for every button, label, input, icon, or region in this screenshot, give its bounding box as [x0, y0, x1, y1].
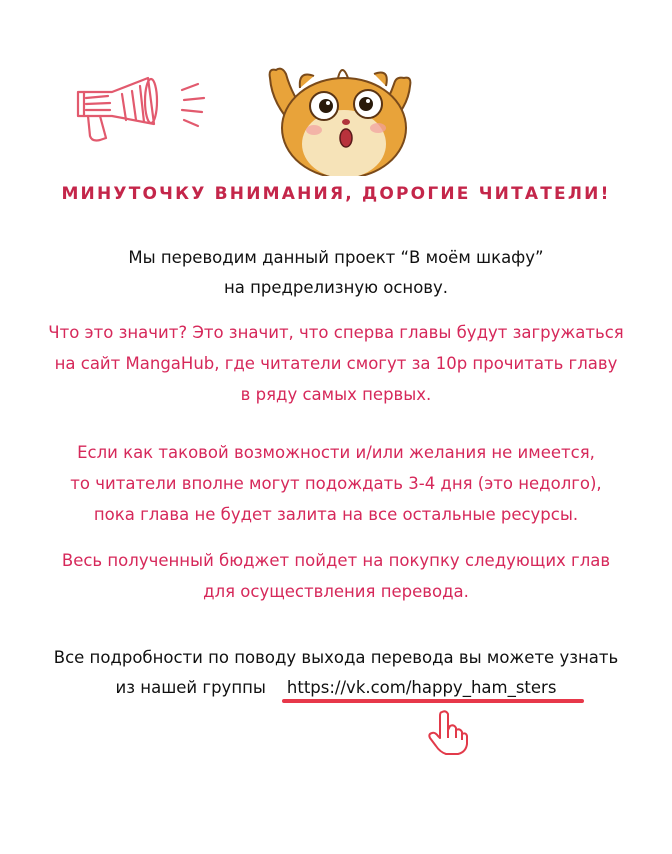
details-paragraph: [0, 643, 672, 703]
details-prefix: из нашей группы: [115, 678, 266, 697]
group-link[interactable]: https://vk.com/happy_ham_sters: [286, 678, 557, 697]
attention-heading: МИНУТОЧКУ ВНИМАНИЯ, ДОРОГИЕ ЧИТАТЕЛИ!: [61, 184, 611, 204]
details-line: Все подробности по поводу выхода перевода вы можете узнать: [53, 648, 619, 667]
meaning-line: на сайт MangaHub, где читатели смогут за 10р прочитать главу: [54, 354, 618, 373]
hamster-mascot-icon: [258, 48, 428, 176]
waiting-line: то читатели вполне могут подождать 3-4 дня (это недолго),: [70, 474, 602, 493]
waiting-paragraph: [0, 437, 672, 530]
megaphone-icon: [70, 76, 215, 146]
meaning-line: Что это значит? Это значит, что сперва главы будут загружаться: [48, 323, 624, 342]
budget-paragraph: [0, 545, 672, 607]
budget-line: Весь полученный бюджет пойдет на покупку следующих глав: [61, 551, 611, 570]
meaning-paragraph: [0, 317, 672, 410]
intro-paragraph: [0, 243, 672, 303]
pointing-hand-icon: [424, 708, 472, 756]
link-underline: [282, 699, 584, 703]
intro-line: на предрелизную основу.: [223, 278, 449, 297]
intro-line: Мы переводим данный проект “В моём шкафу”: [128, 248, 544, 267]
waiting-line: пока глава не будет залита на все остальные ресурсы.: [93, 505, 579, 524]
budget-line: для осуществления перевода.: [203, 582, 469, 601]
waiting-line: Если как таковой возможности и/или желания не имеется,: [77, 443, 595, 462]
meaning-line: в ряду самых первых.: [240, 385, 432, 404]
